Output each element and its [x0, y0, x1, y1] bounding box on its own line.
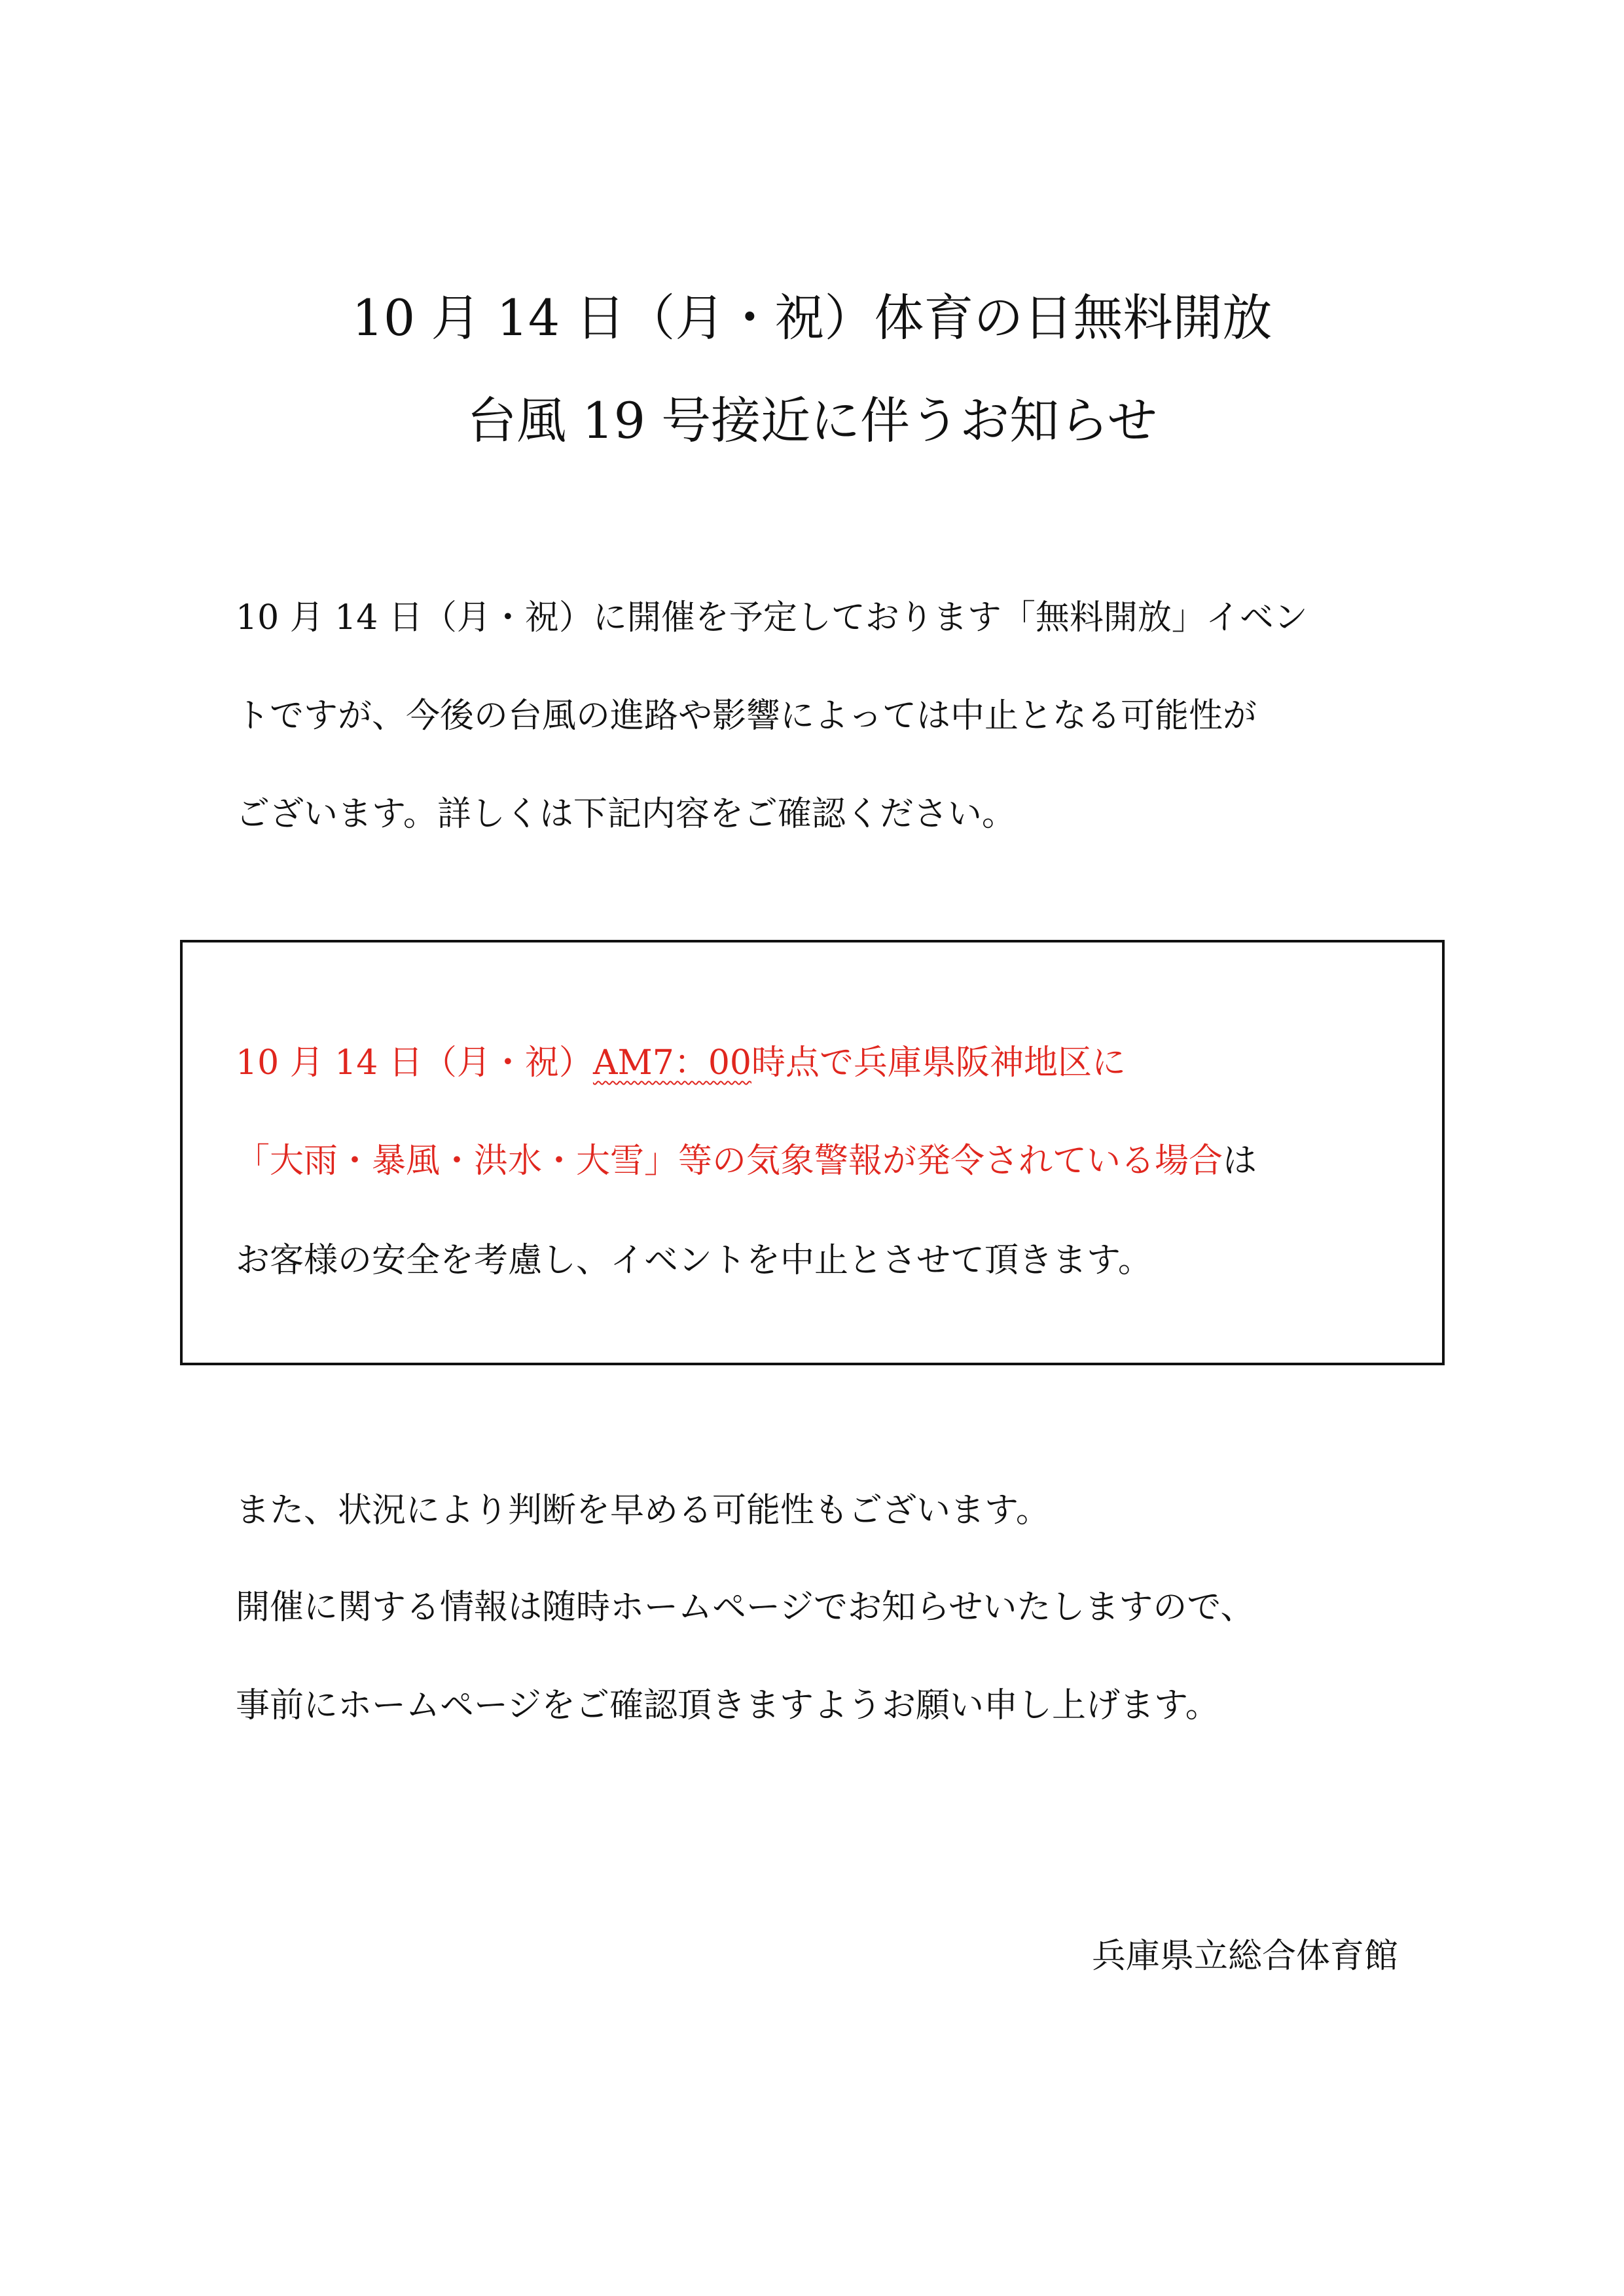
intro-line-3: ございます。詳しくは下記内容をご確認ください。 — [236, 795, 1016, 834]
notice-area: 時点で兵庫県阪神地区に — [751, 1043, 1127, 1083]
notice-particle: は — [1223, 1141, 1257, 1181]
followup-line-1: また、状況により判断を早める可能性もございます。 — [236, 1491, 1050, 1530]
followup-line-2: 開催に関する情報は随時ホームページでお知らせいたしますので、 — [236, 1588, 1255, 1627]
page-subtitle: 台風 19 号接近に伴うお知らせ — [467, 391, 1157, 450]
notice-time: AM7：00 — [592, 1043, 751, 1083]
followup-line-3: 事前にホームページをご確認頂きますようお願い申し上げます。 — [236, 1686, 1219, 1725]
intro-line-2: トですが、今後の台風の進路や影響によっては中止となる可能性が — [236, 696, 1257, 736]
organization-signature: 兵庫県立総合体育館 — [1091, 1937, 1398, 1976]
notice-line-1 — [236, 1043, 1127, 1083]
notice-date: 10 月 14 日（月・祝） — [236, 1043, 593, 1083]
warning-condition: 「大雨・暴風・洪水・大雪」等の気象警報が発令されている場合 — [236, 1141, 1223, 1181]
notice-line-2 — [236, 1141, 1257, 1181]
notice-line-3: お客様の安全を考慮し、イベントを中止とさせて頂きます。 — [236, 1241, 1152, 1280]
intro-line-1: 10 月 14 日（月・祝）に開催を予定しております「無料開放」イベン — [236, 598, 1308, 637]
page-title: 10 月 14 日（月・祝）体育の日無料開放 — [352, 289, 1272, 347]
